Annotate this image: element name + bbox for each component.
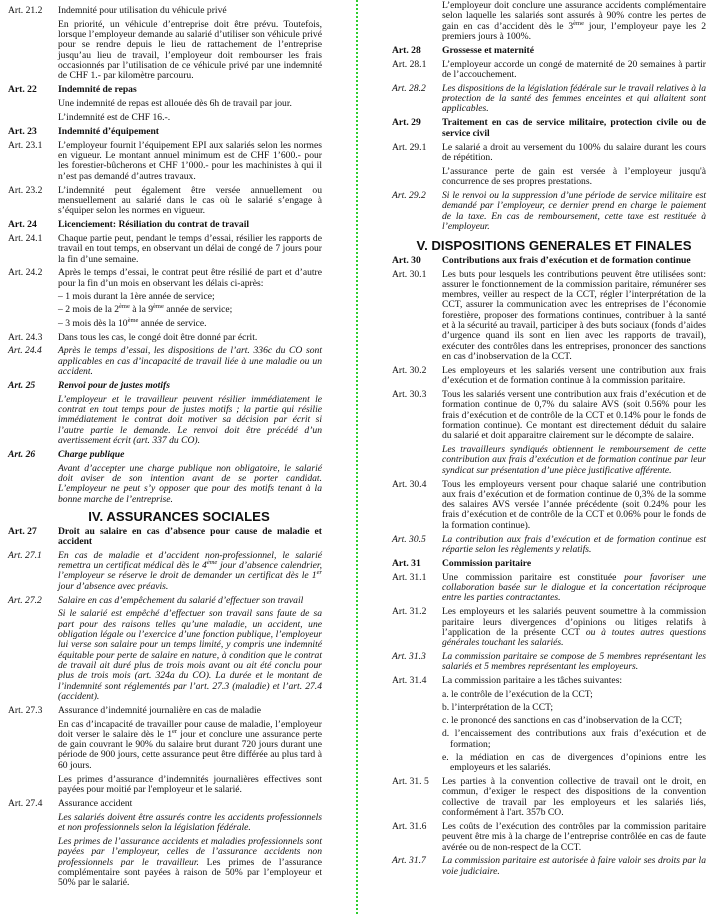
article-text	[58, 85, 322, 95]
text-run: Les coûts de l’exécution des contrôles par la commission paritaire peuvent être mis à la charge de l’entreprise contrôlée en cas de faute avérée ou de non-respect de la CCT.	[442, 820, 706, 853]
section-heading: IV. ASSURANCES SOCIALES	[88, 508, 270, 524]
paragraph	[8, 775, 322, 796]
article-number: Art. 30.2	[392, 364, 427, 376]
body-text	[442, 729, 706, 750]
list-item	[392, 690, 706, 700]
list-item	[8, 292, 322, 302]
text-run: L’indemnité est de CHF 16.-.	[58, 112, 171, 124]
article-number: Art. 31.2	[392, 606, 427, 618]
text-run: Commission paritaire	[442, 557, 532, 569]
article	[392, 822, 706, 853]
indent-spacer	[8, 319, 58, 329]
article-text	[442, 256, 706, 266]
article	[392, 676, 706, 686]
paragraph	[8, 395, 322, 446]
article-text	[58, 706, 322, 716]
text-run: Indemnité de repas	[58, 84, 137, 96]
article-number: Art. 29.2	[392, 189, 426, 201]
indent-spacer	[8, 113, 58, 123]
text-run: Licenciement: Résiliation du contrat de travail	[58, 219, 250, 231]
superscript: er	[316, 569, 322, 577]
text-run: Les employeurs et les salariés versent une contribution aux frais d’exécution et de formation continue à la commission paritaire.	[442, 364, 706, 387]
text-run: Charge publique	[58, 448, 125, 460]
article-number: Art. 28.1	[392, 58, 427, 70]
text-run: Indemnité pour utilisation du véhicule privé	[58, 5, 227, 16]
paragraph	[8, 99, 322, 109]
article	[392, 366, 706, 387]
article-text	[442, 191, 706, 232]
list-item	[392, 703, 706, 713]
text-run: Les primes de l’assurance complémentaire sont payées à raison de 50% par l’employeur et 50% par le salarié.	[58, 856, 322, 889]
body-text	[58, 20, 322, 82]
indent-spacer	[8, 609, 58, 702]
text-run: L’employeur doit conclure une assurance accidents complémentaire selon laquelle les salariés sont assurés à 90% contre les pertes de gain en cas d’accident dès le 3	[442, 0, 706, 32]
article-text	[58, 346, 322, 377]
text-run: En cas d’incapacité de travailler pour cause de maladie, l’employeur doit verser le salaire dès le 1	[58, 718, 322, 740]
text-run: La commission paritaire est autorisée à faire valoir ses droits par la voie judiciaire.	[442, 855, 706, 877]
article	[392, 270, 706, 363]
article-number: Art. 31.3	[392, 651, 426, 663]
text-run: Les buts pour lesquels les contributions peuvent être utilisées sont: assurer le fonctionnement de la commission paritaire, rémunérer ses membres, veiller au respect de la CCT, régler l’interprétation de la CCT, assurer la communication avec les entreprises de l’économie forestière, proposer des formations continues, contribuer à la santé et à la sécurité au travail, participer à des buts sociaux (fonds d’aides d’urgence quand ils sont en lien avec les rapports de travail), exécuter des contrôles dans les entreprises, prononcer des sanctions en cas d’inobservation de la CCT.	[442, 268, 706, 362]
article-text	[442, 652, 706, 673]
list-item	[392, 753, 706, 774]
indent-spacer	[392, 1, 442, 42]
article	[8, 141, 322, 182]
list-item	[8, 316, 322, 329]
text-run: jour d’absence avec préavis.	[58, 580, 169, 592]
text-run: a. le contrôle de l’exécution de la CCT;	[442, 688, 593, 700]
article-text	[442, 559, 706, 569]
superscript: er	[172, 727, 178, 735]
paragraph	[392, 445, 706, 476]
indent-spacer	[392, 167, 442, 188]
section-heading: V. DISPOSITIONS GENERALES ET FINALES	[416, 238, 692, 254]
article	[8, 799, 322, 809]
text-run: Salaire en cas d’empêchement du salarié d’effectuer son travail	[58, 594, 304, 606]
article-number: Art. 30	[392, 254, 421, 266]
body-text	[58, 464, 322, 505]
article-number: Art. 24.1	[8, 232, 43, 244]
article	[8, 220, 322, 230]
right-column	[392, 1, 706, 877]
article-text	[442, 46, 706, 56]
article-text	[442, 676, 706, 686]
paragraph	[392, 167, 706, 188]
text-run: Les employeurs et les salariés peuvent soumettre à la commission paritaire leurs divergences d’opinions ou litiges relatifs à l’application de la présente CCT	[442, 606, 706, 638]
article-text	[58, 450, 322, 460]
article-number: Art. 31.7	[392, 855, 426, 867]
text-run: année de service;	[163, 304, 233, 316]
article-number: Art. 21.2	[8, 5, 43, 16]
article	[8, 6, 322, 16]
text-run: jour d’absence calendrier, l’employeur se réserve le droit de demander un certificat dès le 1	[58, 560, 322, 582]
indent-spacer	[8, 464, 58, 505]
text-run: Les parties à la convention collective de travail ont le droit, en commun, d’exiger le respect des dispositions de la convention collective de travail par les employeurs et les salariés liés, conformément à l'art. 357b CO.	[442, 776, 706, 819]
article-text	[442, 480, 706, 531]
article-number: Art. 25	[8, 379, 36, 391]
article-text	[442, 84, 706, 115]
article-text	[58, 551, 322, 592]
text-run: d. l’encaissement des contributions aux frais d’exécution et de formation;	[442, 728, 706, 750]
article-text	[442, 60, 706, 81]
indent-spacer	[8, 813, 58, 834]
superscript: ème	[153, 303, 164, 311]
article-number: Art. 27.1	[8, 549, 42, 561]
article	[8, 127, 322, 137]
article	[392, 143, 706, 164]
article-text	[58, 6, 322, 16]
indent-spacer	[8, 720, 58, 771]
italic-run: pour favoriser une collaboration basée sur le dialogue et la concertation réciproque entre les parties contractantes.	[442, 571, 706, 604]
article	[8, 346, 322, 377]
indent-spacer	[8, 775, 58, 796]
article-number: Art. 23	[8, 125, 37, 137]
article-text	[58, 234, 322, 265]
article-number: Art. 30.3	[392, 389, 427, 401]
indent-spacer	[8, 837, 58, 888]
article	[392, 256, 706, 266]
indent-spacer	[8, 20, 58, 82]
article-text	[442, 118, 706, 139]
article-text	[58, 268, 322, 289]
text-run: Grossesse et maternité	[442, 44, 534, 56]
article-number: Art. 22	[8, 84, 37, 96]
body-text	[58, 813, 322, 834]
article-number: Art. 31.1	[392, 571, 427, 583]
paragraph	[8, 20, 322, 82]
article-number: Art. 29	[392, 117, 421, 129]
article	[8, 527, 322, 548]
indent-spacer	[392, 690, 442, 700]
text-run: Assurance accident	[58, 797, 133, 809]
body-text	[442, 167, 706, 188]
text-run: Les travailleurs syndiqués obtiennent le remboursement de cette contribution aux frais d’exécution et de formation continue par leur syndicat sur présentation d’une pièce justificative afférente.	[442, 444, 706, 476]
indent-spacer	[8, 395, 58, 446]
article-text	[58, 186, 322, 217]
article-number: Art. 27.4	[8, 797, 43, 809]
article-text	[58, 220, 322, 230]
text-run: Chaque partie peut, pendant le temps d’essai, résilier les rapports de travail en tout temps, en observant un délai de congé de 7 jours pour la fin d’une semaine.	[58, 232, 322, 265]
article-number: Art. 24	[8, 219, 37, 231]
article-text	[58, 333, 322, 343]
article	[8, 381, 322, 391]
list-item	[392, 729, 706, 750]
text-run: à la 9	[129, 304, 154, 316]
text-run: – 2 mois de la 2	[58, 304, 120, 316]
article	[392, 777, 706, 818]
indent-spacer	[8, 99, 58, 109]
text-run: L’indemnité peut également être versée annuellement ou mensuellement au salarié dans le cas où le salarié s’engage à s’équiper selon les normes en vigueur.	[58, 184, 322, 217]
article	[392, 46, 706, 56]
text-run: Droit au salaire en cas d’absence pour cause de maladie et accident	[58, 525, 322, 547]
article-text	[442, 573, 706, 604]
body-text	[442, 716, 706, 726]
paragraph	[8, 813, 322, 834]
article-text	[442, 143, 706, 164]
body-text	[58, 609, 322, 702]
article	[392, 573, 706, 604]
article-text	[442, 270, 706, 363]
article	[8, 186, 322, 217]
article	[8, 268, 322, 289]
article-number: Art. 24.3	[8, 331, 43, 343]
text-run: Assurance d’indemnité journalière en cas de maladie	[58, 704, 261, 716]
text-run: Si le salarié est empêché d’effectuer son travail sans faute de sa part pour des raisons telles qu’une maladie, un accident, une obligation légale ou l’exercice d’une fonction publique, l’employeur lui verse son salaire pour un temps limité, y compris une indemnité équitable pour perte de salaire en nature, à condition que le contrat de travail ait duré plus de trois mois avant ou ait été conclu pour plus de trois mois (art. 324a du CO). La durée et le montant de l’indemnité sont réglementés par l’art. 27.3 (maladie) et l’art. 27.4 (accident).	[58, 608, 322, 702]
text-run: Avant d’accepter une charge publique non obligatoire, le salarié doit aviser de son intention avant de se porter candidat. L’employeur ne peut s’y opposer que pour des motifs tenant à la bonne marche de l’entreprise.	[58, 462, 322, 505]
text-run: Après le temps d’essai, les dispositions de l’art. 336c du CO sont applicables en cas d’incapacité de travail liée à une maladie ou un accident.	[58, 345, 322, 378]
list-item	[392, 716, 706, 726]
article	[8, 450, 322, 460]
text-run: année de service.	[138, 317, 207, 329]
body-text	[58, 113, 322, 123]
article	[8, 333, 322, 343]
text-run: Renvoi pour de justes motifs	[58, 379, 170, 391]
article	[8, 551, 322, 592]
text-run: Traitement en cas de service militaire, protection civile ou de service civil	[442, 117, 706, 139]
body-text	[58, 292, 322, 302]
article-text	[442, 535, 706, 556]
text-run: L’assurance perte de gain est versée à l’employeur jusqu'à concurrence de ses propres prestations.	[442, 165, 706, 188]
paragraph	[8, 837, 322, 888]
text-run: e. la médiation en cas de divergences d’opinions entre les employeurs et les salariés.	[442, 751, 706, 774]
italic-run: Les primes de l’assurance accidents et maladies professionnels sont payées par l’employeur, celles de l’assurance accidents non professionnels par le travailleur.	[58, 835, 322, 868]
body-text	[58, 837, 322, 888]
text-run: – 1 mois durant la 1ère année de service;	[58, 291, 215, 303]
article	[8, 234, 322, 265]
text-run: Les salariés doivent être assurés contre les accidents professionnels et non professionnels selon la législation fédérale.	[58, 811, 322, 834]
text-run: Après le temps d’essai, le contrat peut être résilié de part et d’autre pour la fin d’un mois en observant les délais ci-après:	[58, 267, 322, 289]
article	[392, 191, 706, 232]
superscript: ème	[573, 19, 584, 27]
text-run: En cas de maladie et d’accident non-professionnel, le salarié remettra un certificat médical dès le 4	[58, 549, 322, 572]
text-run: Contributions aux frais d’exécution et de formation continue	[442, 254, 691, 266]
article	[392, 535, 706, 556]
text-run: Si le renvoi ou la suppression d’une période de service militaire est demandé par l’employeur, ce dernier prend en charge le paiement de la taxe. En cas de remboursement, cette taxe est restituée à l’employeur.	[442, 189, 706, 232]
paragraph	[8, 464, 322, 505]
text-run: En priorité, un véhicule d’entreprise doit être prévu. Toutefois, lorsque l’employeur demande au salarié d’utiliser son véhicule privé pour se rendre depuis le lieu de rattachement de l’entreprise jusqu’au lieu de travail, l’employeur doit rembourser les frais occasionnés par l’utilisation de ce véhicule privé par une indemnité de CHF 1.- par kilomètre parcouru.	[58, 18, 322, 82]
text-run: Indemnité d’équipement	[58, 125, 160, 137]
article-number: Art. 24.2	[8, 267, 43, 279]
indent-spacer	[392, 703, 442, 713]
article	[392, 856, 706, 877]
text-run: b. l’interprétation de la CCT;	[442, 701, 554, 713]
paragraph	[8, 720, 322, 771]
text-run: – 3 mois dès la 10	[58, 317, 128, 329]
article-text	[58, 596, 322, 606]
article-text	[442, 777, 706, 818]
article	[392, 390, 706, 441]
article-number: Art. 30.1	[392, 268, 427, 280]
indent-spacer	[392, 445, 442, 476]
article-number: Art. 24.4	[8, 345, 42, 357]
text-run: L’employeur et le travailleur peuvent résilier immédiatement le contrat en tout temps pour de justes motifs ; la partie qui résilie immédiatement le contrat doit motiver sa décision par écrit si l’autre partie le demande. Le renvoi doit être précédé d’un avertissement écrit (art. 337 du CO).	[58, 393, 322, 446]
paragraph	[8, 609, 322, 702]
body-text	[442, 753, 706, 774]
indent-spacer	[392, 753, 442, 774]
text-run: Une commission paritaire est constituée	[442, 571, 625, 583]
article	[392, 559, 706, 569]
article-number: Art. 28	[392, 44, 421, 56]
article-text	[442, 856, 706, 877]
text-run: Tous les employeurs versent pour chaque salarié une contribution aux frais d’exécution et de formation continue de 0,3% de la somme des salaires AVS versée l’année précédente (soit 0.24% pour les frais d’exécution et de contrôle de la CCT et 0.06% pour le fonds de la formation continue).	[442, 478, 706, 531]
text-run: Les dispositions de la législation fédérale sur le travail relatives à la protection de la santé des femmes enceintes et qui allaitent sont applicables.	[442, 82, 706, 115]
article	[392, 118, 706, 139]
indent-spacer	[392, 729, 442, 750]
article	[392, 480, 706, 531]
body-text	[58, 720, 322, 771]
article-number: Art. 31	[392, 557, 421, 569]
italic-run: ou à toutes autres questions générales touchant les salariés.	[442, 626, 706, 649]
article-number: Art. 23.1	[8, 139, 43, 151]
article-number: Art. 31.4	[392, 675, 427, 687]
article-number: Art. 23.2	[8, 184, 43, 196]
indent-spacer	[8, 292, 58, 302]
article-text	[58, 381, 322, 391]
article-number: Art. 27	[8, 525, 37, 537]
article-number: Art. 30.5	[392, 533, 426, 545]
article	[8, 85, 322, 95]
superscript: ème	[127, 316, 139, 324]
body-text	[442, 445, 706, 476]
superscript: ème	[206, 559, 218, 567]
text-run: c. le prononcé des sanctions en cas d’inobservation de la CCT;	[442, 715, 683, 727]
text-run: La contribution aux frais d’exécution et de formation continue est répartie selon les règlements y relatifs.	[442, 533, 706, 555]
text-run: L’employeur fournit l’équipement EPI aux salariés selon les normes en vigueur. Le montant annuel minimum est de CHF 1’600.- pour les forestier-bûcherons et CHF 1’000.- pour les machinistes à qui il n’est pas demandé d’autres travaux.	[58, 139, 322, 182]
body-text	[58, 395, 322, 446]
body-text	[58, 775, 322, 796]
paragraph	[8, 113, 322, 123]
text-run: Une indemnité de repas est allouée dès 6h de travail par jour.	[58, 98, 292, 110]
article-number: Art. 27.3	[8, 704, 43, 716]
paragraph	[392, 1, 706, 42]
text-run: Les primes d’assurance d’indemnités journalières effectives sont payées pour moitié par l'employeur et le salarié.	[58, 773, 322, 795]
article-number: Art. 26	[8, 448, 36, 460]
article	[8, 706, 322, 716]
indent-spacer	[392, 716, 442, 726]
article-number: Art. 27.2	[8, 594, 42, 606]
article-text	[58, 799, 322, 809]
text-run: La commission paritaire a les tâches suivantes:	[442, 675, 623, 687]
article	[392, 652, 706, 673]
text-run: Le salarié a droit au versement du 100% du salaire durant les cours de répétition.	[442, 141, 706, 163]
article-text	[442, 366, 706, 387]
body-text	[58, 305, 322, 315]
article-number: Art. 29.1	[392, 141, 427, 153]
article-text	[442, 390, 706, 441]
body-text	[58, 99, 322, 109]
body-text	[442, 703, 706, 713]
article-number: Art. 30.4	[392, 478, 427, 490]
text-run: jour et conclure une assurance perte de gain couvrant le 90% du salaire brut durant 720 jours durant une période de 900 jours, cette assurance peut être différée au plus tard à 60 jours.	[58, 728, 323, 771]
article-text	[442, 822, 706, 853]
article-number: Art. 31.6	[392, 820, 427, 832]
article-number: Art. 31. 5	[392, 776, 429, 788]
text-run: Tous les salariés versent une contribution aux frais d’exécution et de formation continue de 0,7% du salaire AVS (soit 0.56% pour les frais d’exécution et de contrôle de la CCT et 0.14% pour le fonds de formation continue). Ce montant est directement déduit du salaire du salarié et doit apparaitre clairement sur le décompte de salaire.	[442, 389, 706, 442]
body-text	[442, 690, 706, 700]
list-item	[8, 305, 322, 315]
article	[392, 607, 706, 648]
article-text	[58, 127, 322, 137]
body-text	[58, 316, 322, 329]
article	[392, 84, 706, 115]
indent-spacer	[8, 305, 58, 315]
text-run: L’employeur accorde un congé de maternité de 20 semaines à partir de l’accouchement.	[442, 58, 706, 80]
text-run: Dans tous les cas, le congé doit être donné par écrit.	[58, 331, 258, 343]
column-divider	[356, 0, 358, 914]
left-column	[8, 6, 322, 888]
article-text	[442, 607, 706, 648]
article-number: Art. 28.2	[392, 82, 426, 94]
text-run: jour, l’employeur paye les 2 premiers jours à 100%.	[442, 20, 706, 42]
text-run: La commission paritaire se compose de 5 membres représentant les salariés et 5 membres représentant les employeurs.	[442, 651, 706, 673]
body-text	[442, 1, 706, 42]
article-text	[58, 527, 322, 548]
article-text	[58, 141, 322, 182]
article	[392, 60, 706, 81]
superscript: ème	[119, 303, 130, 311]
article	[8, 596, 322, 606]
